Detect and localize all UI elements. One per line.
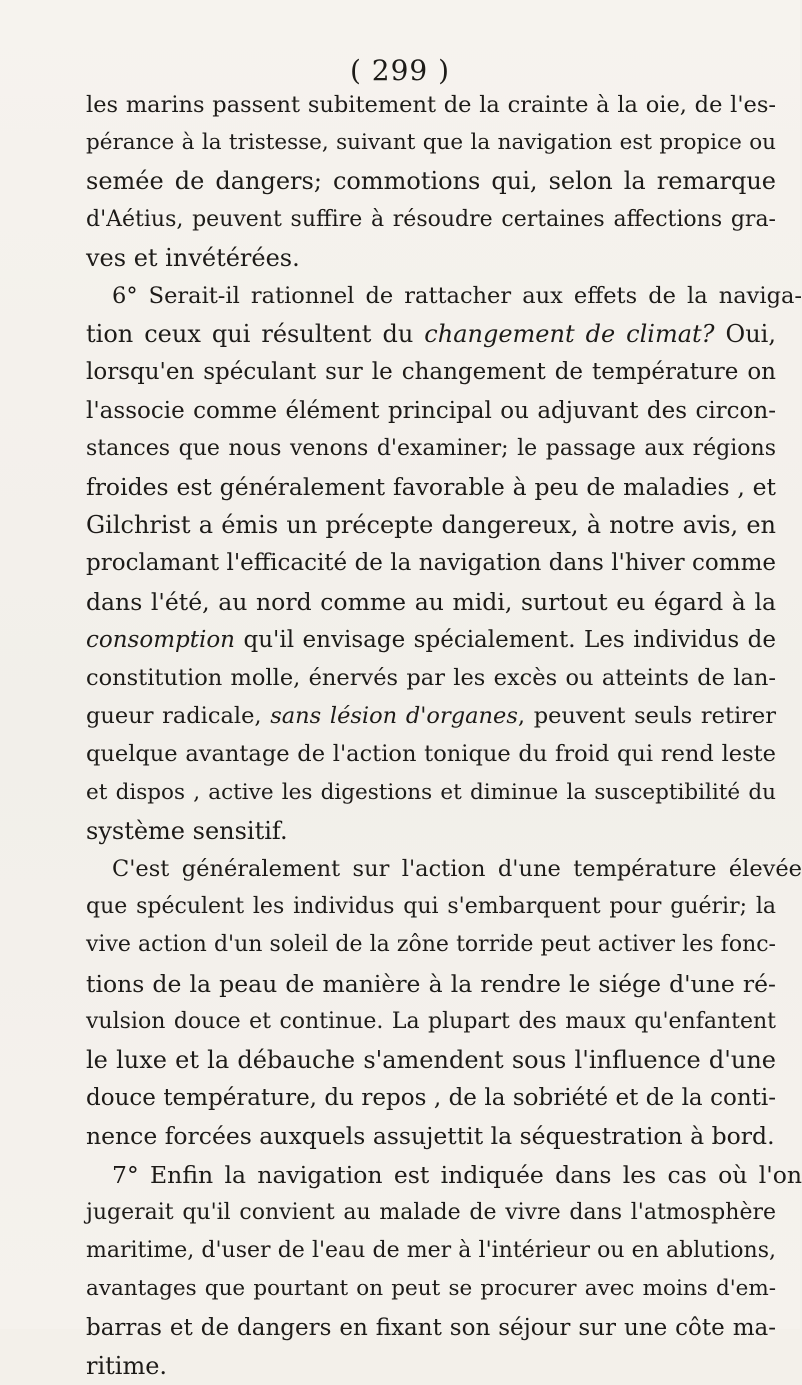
text-segment: douce température, du repos , de la sobriété et de la conti- <box>86 1085 776 1112</box>
text-segment: lorsqu'en spéculant sur le changement de température on <box>86 359 776 386</box>
text-line <box>86 583 776 621</box>
text-line <box>86 735 776 773</box>
text-segment: 6° Serait-il rationnel de rattacher aux effets de la naviga- <box>112 283 802 310</box>
text-line <box>86 1156 802 1194</box>
text-segment: semée de dangers; commotions qui, selon la remarque <box>86 167 776 196</box>
text-line <box>86 239 776 277</box>
text-segment: d'Aétius, peuvent suffire à résoudre certaines affections gra- <box>86 206 776 232</box>
text-segment: vive action d'un soleil de la zône torride peut activer les fonc- <box>86 932 776 958</box>
text-segment: jugerait qu'il convient au malade de vivre dans l'atmosphère <box>86 1199 776 1225</box>
text-segment: le luxe et la débauche s'amendent sous l'influence d'une <box>86 1046 776 1075</box>
text-line <box>86 888 776 926</box>
text-line <box>86 201 776 239</box>
text-segment: les marins passent subitement de la crainte à la oie, de l'es- <box>86 92 776 118</box>
text-segment: système sensitif. <box>86 816 288 845</box>
text-segment: , peuvent seuls retirer <box>517 703 777 730</box>
text-line <box>86 850 802 888</box>
text-segment: l'associe comme élément principal ou adjuvant des circon- <box>86 397 776 424</box>
text-line <box>86 1232 776 1270</box>
text-segment: ritime. <box>86 1351 168 1380</box>
text-segment: qu'il envisage spécialement. Les individus de <box>234 626 776 653</box>
text-line <box>86 162 776 200</box>
text-line <box>86 1003 776 1041</box>
text-segment: stances que nous venons d'examiner; le passage aux régions <box>86 435 776 461</box>
text-segment: C'est généralement sur l'action d'une température élevée <box>112 856 802 883</box>
text-segment: ves et invétérées. <box>86 243 300 272</box>
text-segment: Oui, <box>714 320 776 349</box>
text-line <box>86 1194 776 1232</box>
text-line <box>86 544 776 582</box>
text-segment: proclamant l'efficacité de la navigation dans l'hiver comme <box>86 550 776 577</box>
text-segment: barras et de dangers en fixant son séjour sur une côte ma- <box>86 1314 776 1341</box>
text-line <box>86 1347 776 1385</box>
text-line <box>86 124 776 162</box>
text-line <box>86 1309 776 1347</box>
text-line <box>86 774 776 812</box>
text-segment: maritime, d'user de l'eau de mer à l'intérieur ou en ablutions, <box>86 1238 776 1264</box>
text-line <box>86 812 776 850</box>
text-segment: vulsion douce et continue. La plupart des maux qu'enfantent <box>86 1008 776 1034</box>
text-line <box>86 1270 776 1308</box>
text-segment: froides est généralement favorable à peu de maladies , et <box>86 473 776 502</box>
text-line <box>86 926 776 964</box>
italic-text: changement de climat? <box>424 320 715 349</box>
text-line <box>86 353 776 391</box>
text-segment: constitution molle, énervés par les excès ou atteints de lan- <box>86 665 776 692</box>
text-line <box>86 697 776 735</box>
text-line <box>86 621 776 659</box>
text-segment: pérance à la tristesse, suivant que la navigation est propice ou <box>86 130 776 156</box>
text-line <box>86 468 776 506</box>
text-segment: avantages que pourtant on peut se procurer avec moins d'em- <box>86 1276 776 1302</box>
text-line <box>86 506 776 544</box>
text-line <box>86 659 776 697</box>
text-line <box>86 965 776 1003</box>
text-line <box>86 1041 776 1079</box>
text-line <box>86 315 776 353</box>
page-number: ( 299 ) <box>349 54 451 87</box>
text-segment: dans l'été, au nord comme au midi, surtout eu égard à la <box>86 587 776 616</box>
italic-text: consomption <box>86 626 235 653</box>
text-segment: et dispos , active les digestions et diminue la susceptibilité du <box>86 779 776 805</box>
text-segment: tion ceux qui résultent du <box>86 320 425 349</box>
text-line <box>86 392 776 430</box>
text-segment: Gilchrist a émis un précepte dangereux, à notre avis, en <box>86 511 776 540</box>
body-text <box>86 86 802 1385</box>
text-line <box>86 430 776 468</box>
text-line <box>86 1117 776 1155</box>
text-segment: gueur radicale, <box>86 703 271 730</box>
text-line <box>86 277 802 315</box>
text-segment: 7° Enfin la navigation est indiquée dans les cas où l'on <box>112 1160 802 1189</box>
text-line <box>86 86 776 124</box>
text-segment: quelque avantage de l'action tonique du froid qui rend leste <box>86 741 776 768</box>
text-segment: nence forcées auxquels assujettit la séquestration à bord. <box>86 1122 775 1151</box>
text-segment: tions de la peau de manière à la rendre le siége d'une ré- <box>86 969 776 998</box>
text-line <box>86 1079 776 1117</box>
text-segment: que spéculent les individus qui s'embarquent pour guérir; la <box>86 894 776 920</box>
italic-text: sans lésion d'organes <box>270 703 518 730</box>
